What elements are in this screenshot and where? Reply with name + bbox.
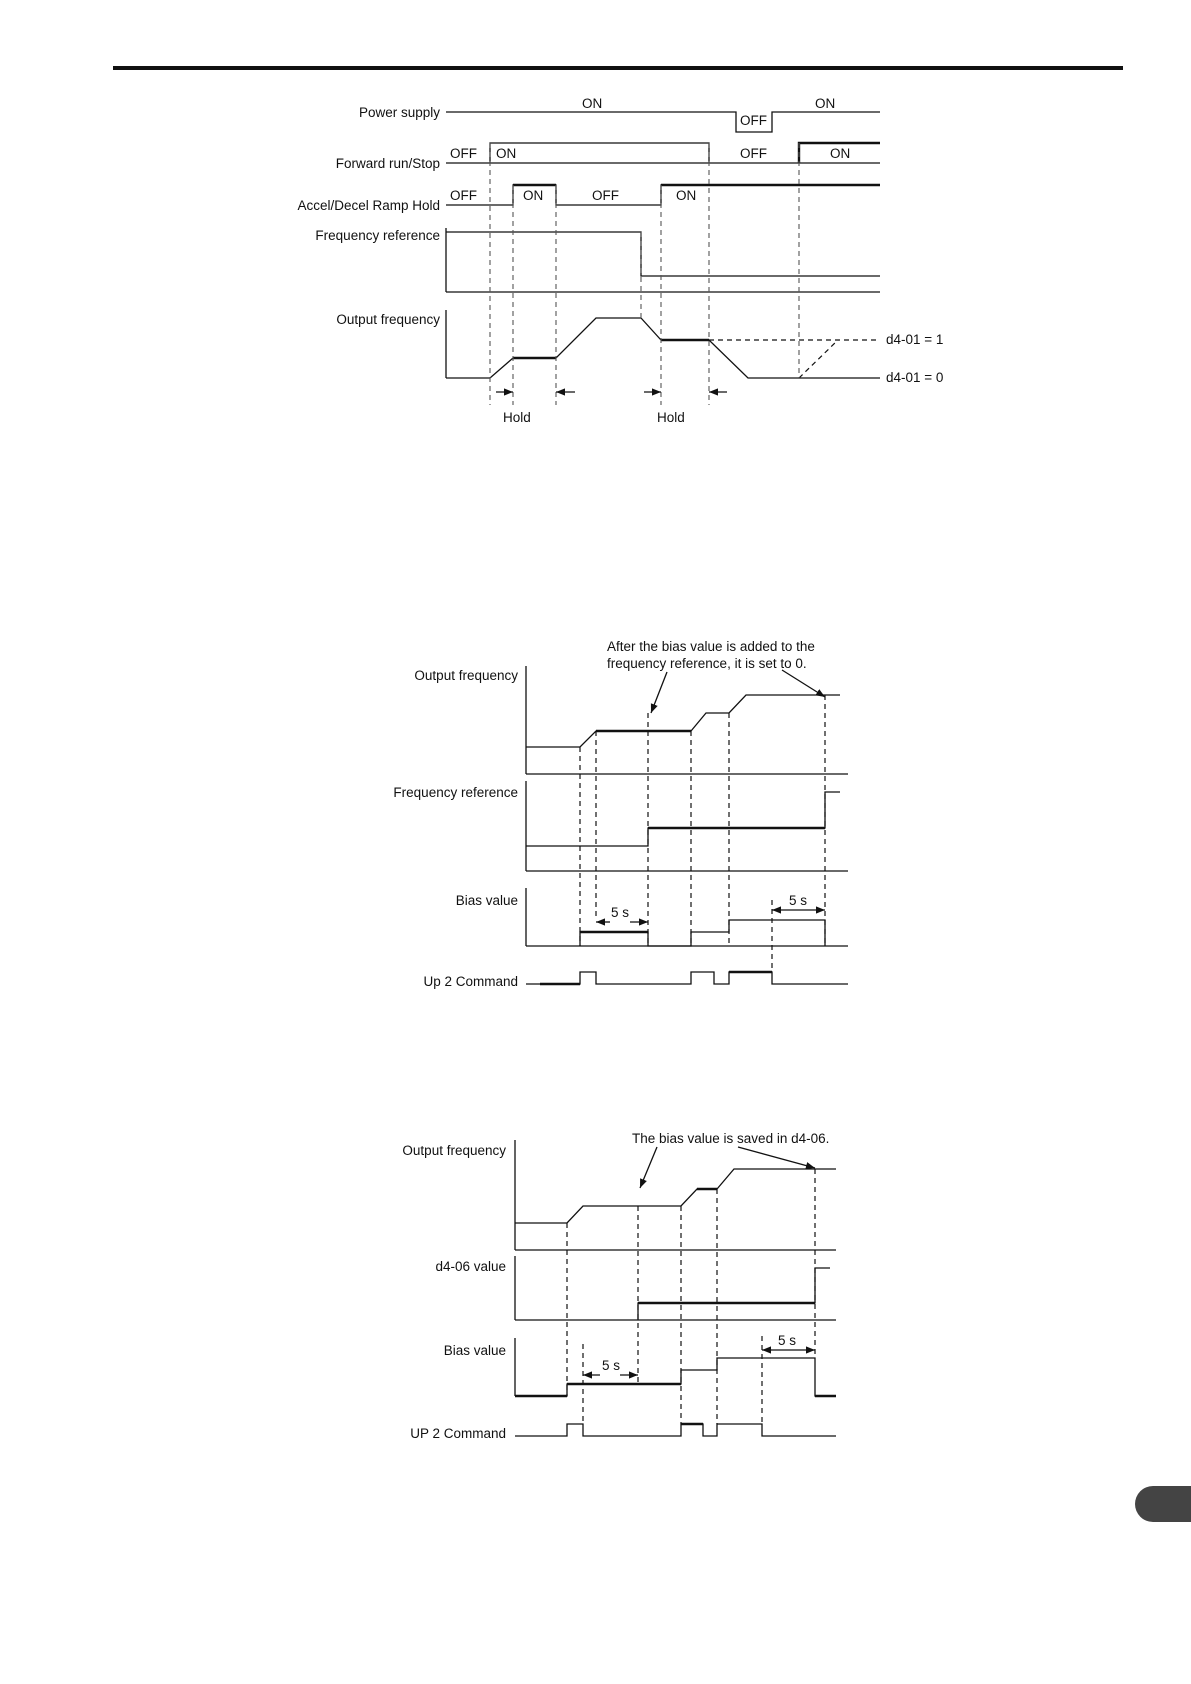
ps-off: OFF: [740, 113, 767, 128]
power-supply-wave: [446, 112, 880, 132]
label-power-supply: Power supply: [358, 105, 440, 120]
d2-fref-wave: [526, 792, 840, 846]
d3-annotation-arrow-1: [640, 1147, 657, 1188]
d3-d406-wave: [638, 1268, 830, 1320]
d2-label-freq-ref: Frequency reference: [393, 785, 518, 800]
ps-on-2: ON: [815, 96, 836, 111]
d2-label-bias: Bias value: [455, 893, 518, 908]
label-freq-ref: Frequency reference: [315, 228, 440, 243]
d3-5s-label-1: 5 s: [602, 1358, 621, 1373]
d2-5s-label-1: 5 s: [611, 905, 630, 920]
d4-01-one: d4-01 = 1: [886, 332, 944, 347]
fwd-on-2: ON: [830, 146, 851, 161]
d2-annotation-arrow-2: [782, 670, 825, 697]
d4-01-zero: d4-01 = 0: [886, 370, 944, 385]
d3-annotation-arrow-2: [738, 1147, 815, 1168]
d2-annotation-line1: After the bias value is added to the: [607, 639, 815, 654]
d3-up2-wave: [515, 1424, 836, 1436]
timing-diagram-ramp-hold: [0, 0, 1191, 460]
d3-label-d4-06: d4-06 value: [435, 1259, 506, 1274]
d2-bias-wave: [580, 920, 825, 946]
d2-annotation-arrow-1: [651, 672, 667, 713]
ramp-hold-wave: [446, 185, 880, 205]
ps-on-1: ON: [582, 96, 603, 111]
fwd-run-wave: [490, 143, 709, 163]
hold-label-2: Hold: [657, 410, 685, 425]
d3-ofreq-wave: [515, 1169, 836, 1223]
d2-5s-label-2: 5 s: [789, 893, 808, 908]
label-output-freq: Output frequency: [336, 312, 440, 327]
rh-on-2: ON: [676, 188, 697, 203]
fwd-on-1: ON: [496, 146, 517, 161]
fref-wave: [446, 232, 880, 276]
rh-on-1: ON: [523, 188, 544, 203]
ofreq-d4-01-1-rise: [799, 340, 838, 378]
d3-bias-wave: [515, 1358, 836, 1396]
fwd-off-2: OFF: [740, 146, 767, 161]
label-ramp-hold: Accel/Decel Ramp Hold: [297, 198, 440, 213]
d2-label-output-freq: Output frequency: [414, 668, 518, 683]
d3-label-output-freq: Output frequency: [402, 1143, 506, 1158]
label-forward-run: Forward run/Stop: [335, 156, 440, 171]
d3-label-bias: Bias value: [443, 1343, 506, 1358]
hold-label-1: Hold: [503, 410, 531, 425]
d2-up2-wave: [526, 972, 848, 984]
d3-annotation: The bias value is saved in d4-06.: [632, 1131, 830, 1146]
rh-off-2: OFF: [592, 188, 619, 203]
d2-label-up2: Up 2 Command: [423, 974, 518, 989]
ofreq-wave: [446, 318, 880, 378]
fwd-off-1: OFF: [450, 146, 477, 161]
rh-off-1: OFF: [450, 188, 477, 203]
d2-annotation-line2: frequency reference, it is set to 0.: [607, 656, 807, 671]
chapter-tab: [1135, 1486, 1191, 1522]
d3-label-up2: UP 2 Command: [410, 1426, 506, 1441]
d3-5s-label-2: 5 s: [778, 1333, 797, 1348]
d2-ofreq-wave: [526, 695, 840, 747]
